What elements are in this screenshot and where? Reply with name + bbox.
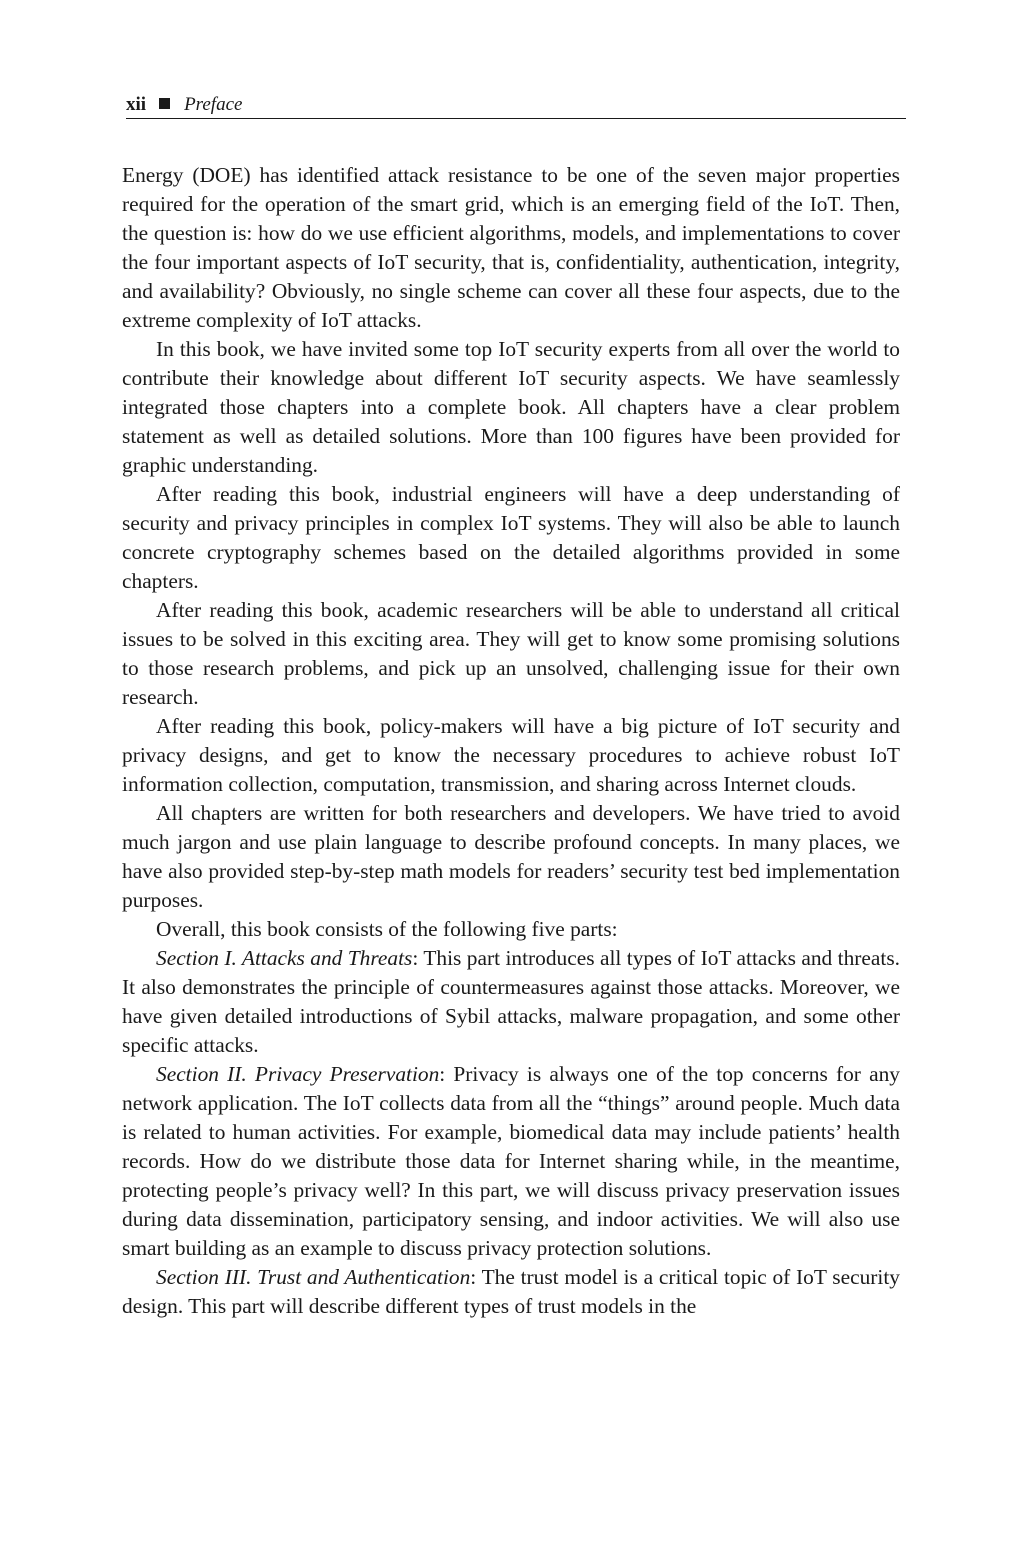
paragraph-five-parts: Overall, this book consists of the following five parts: xyxy=(156,917,618,941)
section-2-text: : Privacy is always one of the top concerns for any network application. The IoT collects data from all the “things” around people. Much data is related to human activities. For example, biomedical data may include patients’ health records. How do we distribute those data for Internet sharing while, in the meantime, protecting people’s privacy well? In this part, we will discuss privacy preservation issues during data dissemination, participatory sensing, and indoor activities. We will also use smart building as an example to discuss privacy protection solutions. xyxy=(122,1062,900,1260)
header-separator-square xyxy=(159,98,170,109)
paragraph-continued: Energy (DOE) has identified attack resistance to be one of the seven major properties required for the operation of the smart grid, which is an emerging field of the IoT. Then, the question is: how do we use efficient algorithms, models, and implementations to cover the four important aspects of IoT security, that is, confidentiality, authentication, integrity, and availability? Obviously, no single scheme can cover all these four aspects, due to the extreme complexity of IoT attacks. xyxy=(122,163,900,332)
paragraph-policy-makers: After reading this book, policy-makers will have a big picture of IoT security and privacy designs, and get to know the necessary procedures to achieve robust IoT information collection, computation, transmission, and sharing across Internet clouds. xyxy=(122,714,900,796)
page-header xyxy=(126,92,906,119)
page-number: xii xyxy=(126,94,147,115)
paragraph-section-1 xyxy=(122,944,900,1060)
section-1-text: : This part introduces all types of IoT attacks and threats. It also demonstrates the principle of countermeasures against those attacks. Moreover, we have given detailed introductions of Sybil attacks, malware propagation, and some other specific attacks. xyxy=(122,946,900,1057)
paragraph-invited-experts: In this book, we have invited some top IoT security experts from all over the world to contribute their knowledge about different IoT security aspects. We have seamlessly integrated those chapters into a complete book. All chapters have a clear problem statement as well as detailed solutions. More than 100 figures have been provided for graphic understanding. xyxy=(122,337,900,477)
section-3-title: Section III. Trust and Authentication xyxy=(156,1265,471,1289)
section-3-text: : The trust model is a critical topic of IoT security design. This part will describe different types of trust models in the xyxy=(122,1265,900,1318)
running-head: Preface xyxy=(184,94,243,115)
section-2-title: Section II. Privacy Preservation xyxy=(156,1062,440,1086)
paragraph-section-3 xyxy=(122,1263,900,1321)
body-text xyxy=(122,161,900,1321)
paragraph-researchers-developers: All chapters are written for both researchers and developers. We have tried to avoid much jargon and use plain language to describe profound concepts. In many places, we have also provided step-by-step math models for readers’ security test bed implementation purposes. xyxy=(122,801,900,912)
paragraph-section-2 xyxy=(122,1060,900,1263)
section-1-title: Section I. Attacks and Threats xyxy=(156,946,413,970)
paragraph-industrial-engineers: After reading this book, industrial engineers will have a deep understanding of security and privacy principles in complex IoT systems. They will also be able to launch concrete cryptography schemes based on the detailed algorithms provided in some chapters. xyxy=(122,482,900,593)
paragraph-academic-researchers: After reading this book, academic researchers will be able to understand all critical issues to be solved in this exciting area. They will get to know some promising solutions to those research problems, and pick up an unsolved, challenging issue for their own research. xyxy=(122,598,900,709)
